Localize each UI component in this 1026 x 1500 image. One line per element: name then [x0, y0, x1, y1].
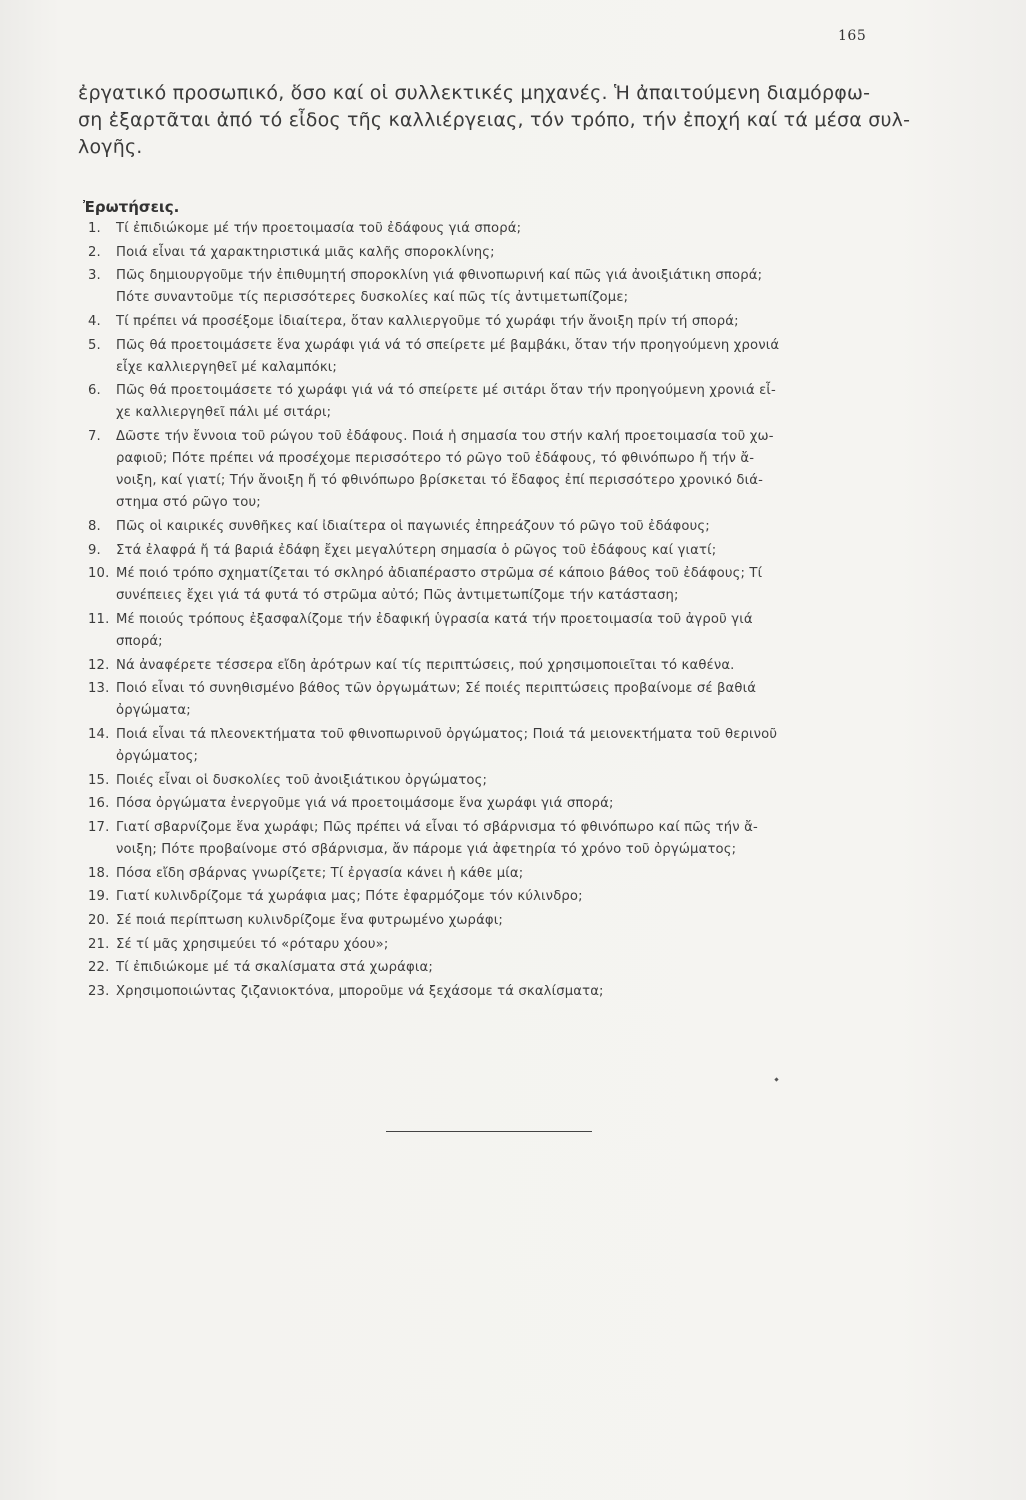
question-item: [88, 817, 900, 861]
question-text-line: Τί ἐπιδιώκομε μέ τήν προετοιμασία τοῦ ἐδάφους γιά σπορά;: [116, 221, 522, 236]
question-text-line: Πῶς θά προετοιμάσετε τό χωράφι γιά νά τό σπείρετε μέ σιτάρι ὅταν τήν προηγούμενη χρονιά εἶ-: [116, 383, 776, 399]
question-item: [88, 886, 900, 908]
question-number: 6.: [88, 383, 101, 399]
question-text-line: Πῶς δημιουργοῦμε τήν ἐπιθυμητή σποροκλίνη γιά φθινοπωρινή καί πῶς γιά ἀνοιξιάτικη σπορά;: [116, 268, 763, 284]
question-text-line: στημα στό ρῶγο του;: [116, 495, 261, 511]
question-text-line: Πῶς οἱ καιρικές συνθῆκες καί ἰδιαίτερα οἱ παγωνιές ἐπηρεάζουν τό ρῶγο τοῦ ἐδάφους;: [116, 518, 710, 534]
question-item: [88, 910, 900, 932]
question-item: [88, 218, 900, 240]
question-text-line: Πῶς θά προετοιμάσετε ἕνα χωράφι γιά νά τό σπείρετε μέ βαμβάκι, ὅταν τήν προηγούμενη χρονιά: [116, 337, 780, 353]
question-text-line: συνέπειες ἔχει γιά τά φυτά τό στρῶμα αὐτό; Πῶς ἀντιμετωπίζομε τήν κατάσταση;: [116, 588, 679, 604]
question-item: [88, 957, 900, 979]
question-number: 14.: [88, 726, 110, 742]
question-item: [88, 724, 900, 768]
intro-paragraph: [78, 80, 911, 161]
question-item: [88, 609, 900, 653]
question-number: 20.: [88, 913, 110, 929]
question-number: 13.: [88, 681, 110, 697]
question-text-line: Ποιά εἶναι τά πλεονεκτήματα τοῦ φθινοπωρινοῦ ὀργώματος; Ποιά τά μειονεκτήματα τοῦ θερινοῦ: [116, 726, 778, 742]
question-item: [88, 981, 900, 1003]
question-number: 23.: [88, 984, 110, 1000]
question-number: 11.: [88, 611, 110, 627]
question-item: [88, 563, 900, 607]
questions-list: [88, 218, 900, 1005]
question-text-line: Χρησιμοποιώντας ζιζανιοκτόνα, μποροῦμε νά ξεχάσομε τά σκαλίσματα;: [116, 984, 604, 1000]
question-number: 10.: [88, 566, 110, 582]
question-text-line: Γιατί κυλινδρίζομε τά χωράφια μας; Πότε ἐφαρμόζομε τόν κύλινδρο;: [116, 889, 583, 905]
question-number: 4.: [88, 314, 101, 330]
question-item: [88, 863, 900, 885]
intro-line: λογῆς.: [78, 136, 143, 158]
question-text-line: Ποιό εἶναι τό συνηθισμένο βάθος τῶν ὀργωμάτων; Σέ ποιές περιπτώσεις προβαίνομε σέ βαθιά: [116, 681, 757, 697]
question-text-line: ὀργώματος;: [116, 748, 199, 764]
question-text-line: νοιξη, καί γιατί; Τήν ἄνοιξη ἤ τό φθινόπωρο βρίσκεται τό ἔδαφος ἐπί περισσότερο χρονικό διά-: [116, 473, 763, 489]
questions-heading: Ἐρωτήσεις.: [83, 198, 180, 216]
question-text-line: Γιατί σβαρνίζομε ἕνα χωράφι; Πῶς πρέπει νά εἶναι τό σβάρνισμα τό φθινόπωρο καί πῶς τήν ἄ-: [116, 820, 758, 835]
question-text-line: εἶχε καλλιεργηθεῖ μέ καλαμπόκι;: [116, 359, 337, 375]
question-text-line: Στά ἐλαφρά ἤ τά βαριά ἐδάφη ἔχει μεγαλύτερη σημασία ὁ ρῶγος τοῦ ἐδάφους καί γιατί;: [116, 542, 717, 558]
question-number: 2.: [88, 244, 101, 260]
question-number: 19.: [88, 889, 110, 905]
question-text-line: Ποιά εἶναι τά χαρακτηριστικά μιᾶς καλῆς σποροκλίνης;: [116, 244, 495, 260]
question-item: [88, 265, 900, 309]
stray-mark: [774, 1077, 778, 1081]
question-item: [88, 380, 900, 424]
end-rule: [386, 1131, 592, 1132]
question-item: [88, 516, 900, 538]
question-item: [88, 934, 900, 956]
question-item: [88, 335, 900, 379]
question-number: 22.: [88, 960, 110, 976]
question-number: 21.: [88, 936, 110, 952]
page-number: 165: [838, 28, 867, 44]
question-text-line: Ποιές εἶναι οἱ δυσκολίες τοῦ ἀνοιξιάτικου ὀργώματος;: [116, 772, 488, 788]
question-item: [88, 770, 900, 792]
question-text-line: Σέ ποιά περίπτωση κυλινδρίζομε ἕνα φυτρωμένο χωράφι;: [116, 913, 503, 929]
question-item: [88, 678, 900, 722]
question-text-line: Δῶστε τήν ἔννοια τοῦ ρώγου τοῦ ἐδάφους. Ποιά ἡ σημασία του στήν καλή προετοιμασία τοῦ χω-: [116, 429, 774, 445]
question-text-line: Σέ τί μᾶς χρησιμεύει τό «ρόταρυ χόου»;: [116, 936, 389, 952]
question-text-line: Πόσα ὀργώματα ἐνεργοῦμε γιά νά προετοιμάσομε ἕνα χωράφι γιά σπορά;: [116, 796, 614, 812]
question-number: 5.: [88, 337, 101, 353]
question-text-line: Πότε συναντοῦμε τίς περισσότερες δυσκολίες καί πῶς τίς ἀντιμετωπίζομε;: [116, 290, 629, 306]
question-text-line: Πόσα εἴδη σβάρνας γνωρίζετε; Τί ἐργασία κάνει ἡ κάθε μία;: [116, 865, 524, 881]
question-text-line: χε καλλιεργηθεῖ πάλι μέ σιτάρι;: [116, 405, 332, 421]
question-number: 3.: [88, 268, 101, 284]
question-text-line: σπορά;: [116, 633, 163, 649]
question-text-line: Τί πρέπει νά προσέξομε ἰδιαίτερα, ὅταν καλλιεργοῦμε τό χωράφι τήν ἄνοιξη πρίν τή σπορά;: [116, 314, 739, 330]
question-number: 18.: [88, 865, 110, 881]
question-item: [88, 242, 900, 264]
question-number: 7.: [88, 429, 101, 445]
question-item: [88, 655, 900, 677]
question-item: [88, 540, 900, 562]
question-number: 8.: [88, 518, 101, 534]
question-item: [88, 311, 900, 333]
question-number: 16.: [88, 796, 110, 812]
question-text-line: Τί ἐπιδιώκομε μέ τά σκαλίσματα στά χωράφια;: [116, 960, 433, 976]
question-text-line: νοιξη; Πότε προβαίνομε στό σβάρνισμα, ἄν πάρομε γιά ἀφετηρία τό χρόνο τοῦ ὀργώματος;: [116, 842, 737, 857]
intro-line: ση ἐξαρτᾶται ἀπό τό εἶδος τῆς καλλιέργειας, τόν τρόπο, τήν ἐποχή καί τά μέσα συλ-: [78, 109, 911, 131]
question-text-line: Μέ ποιό τρόπο σχηματίζεται τό σκληρό ἀδιαπέραστο στρῶμα σέ κάποιο βάθος τοῦ ἐδάφους; Τί: [116, 566, 763, 582]
question-number: 9.: [88, 542, 101, 558]
question-text-line: Νά ἀναφέρετε τέσσερα εἴδη ἀρότρων καί τίς περιπτώσεις, πού χρησιμοποιεῖται τό καθένα.: [116, 657, 735, 673]
question-number: 15.: [88, 772, 110, 788]
question-text-line: ὀργώματα;: [116, 703, 191, 719]
question-number: 12.: [88, 657, 110, 673]
question-text-line: ραφιοῦ; Πότε πρέπει νά προσέχομε περισσότερο τό ρῶγο τοῦ ἐδάφους, τό φθινόπωρο ἤ τήν ἄ-: [116, 451, 755, 467]
intro-line: ἐργατικό προσωπικό, ὅσο καί οἱ συλλεκτικές μηχανές. Ἡ ἀπαιτούμενη διαμόρφω-: [78, 82, 871, 104]
question-text-line: Μέ ποιούς τρόπους ἐξασφαλίζομε τήν ἐδαφική ὑγρασία κατά τήν προετοιμασία τοῦ ἀγροῦ γιά: [116, 611, 753, 627]
question-item: [88, 426, 900, 514]
question-number: 1.: [88, 221, 101, 236]
question-number: 17.: [88, 820, 110, 835]
question-item: [88, 793, 900, 815]
